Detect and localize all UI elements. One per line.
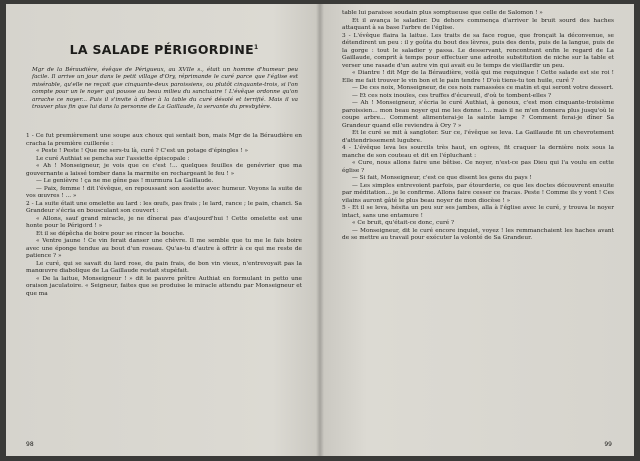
body-paragraph: 2 - La suite était une omelette au lard : les œufs, pas frais ; le lard, rance ; le pain, chanci. Sa Grandeur s'écria en bousculant son couvert : <box>26 200 302 215</box>
body-paragraph: « De la laitue, Monseigneur ! » dit le pauvre prêtre Authiat en formulant in petto une oraison jaculatoire. « Seigneur, faites que se produise le miracle attendu par Monseigneur et que ma <box>26 275 302 297</box>
body-paragraph: Le curé, qui se savait du lard rose, du pain frais, de bon vin vieux, n'entrevoyait pas la manœuvre diabolique de La Gaillaude restait stupéfait. <box>26 260 302 275</box>
body-paragraph: « Ce bruit, qu'était-ce donc, curé ? <box>352 220 455 226</box>
chapter-title: LA SALADE PÉRIGORDINE$^1$ <box>69 42 259 57</box>
body-paragraph: — De ces noix, Monseigneur, de ces noix ramassées ce matin et qui seront votre dessert. <box>352 85 614 91</box>
body-paragraph: 3 - L'évêque flaira la laitue. Les traits de sa face rogue, que fronçait la déconvenue, se détendirent un peu : il y goûta du bout des lèvres, puis des dents, puis de la langue, puis de la gorge : tout le saladier y passa. Le desservant, rencontrant enfin le regard de La Gaillaude, comprit à temps pour effectuer une adroite substitution de niche sur la table et verser une rasade d'un autre vin qui avait eu le temps de vieillardir un peu. <box>342 32 614 69</box>
body-paragraph: — Les simples entrevoient parfois, par étourderie, ce que les doctes découvrent ensuite par méditation... je le confirme. Allons faire cesser ce fracas. Peste ! Comme ils y vont ! Ces vilains auront gâté le plus beau noyer de mon diocèse ! » <box>342 182 614 204</box>
body-paragraph: — Le genièvre ! ça ne me gêne pas ! murmura La Gaillaude. <box>36 178 214 185</box>
body-paragraph: 4 - L'évêque leva les sourcils très haut, en ogives, fit craquer la dernière noix sous la manche de son couteau et dit en l'épluchant : <box>342 145 614 159</box>
body-paragraph: « Ventre jaune ! Ce vin ferait danser une chèvre. Il me semble que tu me le fais boire avec une éponge tendue au bout d'un roseau. Qu'as-tu d'autre à offrir à ce qui me reste de patience ? » <box>26 238 302 260</box>
left-body-text <box>26 133 302 298</box>
left-page <box>6 4 320 456</box>
body-paragraph: — Si fait, Monseigneur, c'est ce que disent les gens du pays ! <box>352 175 532 181</box>
body-paragraph: « Diantre ! dit Mgr de la Béraudière, voilà qui me requinque ! Cette salade est sie roi ! Elle me fait trouver le vin bon et le pain tendre ! D'où tiens-tu ton huile, curé ? <box>342 70 614 84</box>
body-paragraph: — Et ces noix inouïes, ces truffes d'écureuil, d'où te tombent-elles ? <box>352 92 552 99</box>
body-paragraph: Et il avança le saladier. Du dehors commença d'arriver le bruit sourd des haches attaquant à sa base l'arbre de l'église. <box>342 17 614 31</box>
footnote-marker: 1 <box>253 43 259 51</box>
body-paragraph: « Allons, sauf grand miracle, je ne dînerai pas d'aujourd'hui ! Cette omelette est une honte pour le Périgord ! » <box>26 215 302 230</box>
open-book <box>6 4 634 456</box>
page-number-right: 99 <box>604 441 612 448</box>
intro-paragraph: Mgr de la Béraudière, évêque de Périgueux, au XVIIe s., était un homme d'humeur peu facile. Il arrive un jour dans le petit village d'Ory, réprimande le curé parce que l'église est misérable, qu'elle ne reçoit que cinquante-deux paroissiens, ou plutôt cinquante-trois, si l'on compte pour un le noyer qui pousse au beau milieu du sanctuaire ! L'évêque ordonne qu'on arrache ce noyer... Puis il s'invite à dîner à la table du curé désolé et terrifié. Mais il va trouver plus fin que lui dans la personne de La Gaillaude, la servante du presbytère. <box>32 67 298 111</box>
body-paragraph: — Ah ! Monseigneur, s'écria le curé Authiat, à genoux, c'est mon cinquante-troisième paroissien... mon beau noyer qui me les donne !... mais il ne m'en donnera plus jusqu'où le coupe arbre... Comment alimenterai-je la sainte lampe ? Comment ferai-je dîner Sa Grandeur quand elle reviendra à Ory ? » <box>342 100 614 129</box>
body-paragraph: « Ah ! Monseigneur, je vois que ce c'est !... quelques feuilles de genévrier que ma gouvernante a laissé tomber dans la marmite en rechargeant le feu ! » <box>26 163 302 177</box>
body-paragraph: 5 - Et il se leva, hésita un peu sur ses jambes, alla à l'église avec le curé, y trouva le noyer intact, sans une entamure ! <box>342 205 614 219</box>
body-paragraph: Et le curé se mit à sangloter. Sur ce, l'évêque se leva. La Gaillaude fit un chevrotement d'attendrissement lugubre. <box>342 130 614 144</box>
right-body-text <box>342 10 614 243</box>
right-page <box>320 4 634 456</box>
body-paragraph: — Paix, femme ! dit l'évêque, en repoussant son assiette avec humeur. Voyons la suite de vos œuvres ! ... » <box>26 185 302 200</box>
body-paragraph: table lui paraisse soudain plus somptueuse que celle de Salomon ! » <box>342 10 543 16</box>
body-paragraph: « Peste ! Peste ! Que me sers-tu là, curé ? C'est un potage d'épingles ! » <box>36 148 248 155</box>
book-gutter <box>316 4 324 456</box>
body-paragraph: « Cure, nous allons faire une bêtise. Ce noyer, n'est-ce pas Dieu qui l'a voulu en cette église ? <box>342 160 614 174</box>
body-paragraph: — Monseigneur, dit le curé encore inquiet, voyez ! les remmanchaient les haches avant de se mettre au travail pour exécuter la volonté de Sa Grandeur. <box>342 227 614 241</box>
body-paragraph: Et il se dépêcha de boire pour se rincer la bouche. <box>36 230 185 237</box>
body-paragraph: 1 - Ce fut premièrement une soupe aux choux qui sentait bon, mais Mgr de la Béraudière en cracha la première cuillerée : <box>26 133 302 147</box>
page-number-left: 98 <box>26 441 34 448</box>
body-paragraph: Le curé Authiat se pencha sur l'assiette épiscopale : <box>36 155 190 162</box>
